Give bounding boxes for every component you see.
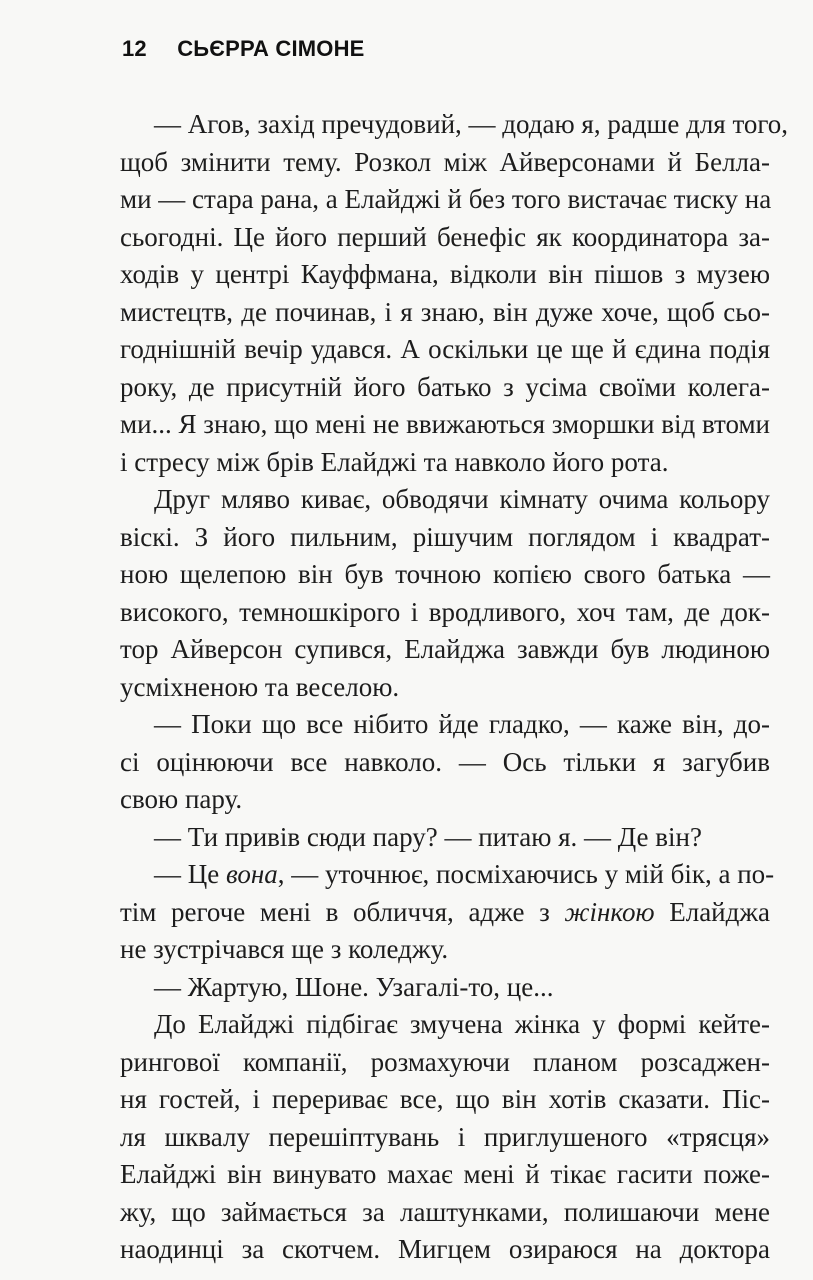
text-line: сі оцінюючи все навколо. — Ось тільки я загубив	[120, 746, 770, 777]
text-line: ною щелепою він був точною копією свого батька —	[120, 559, 770, 589]
paragraph	[120, 106, 789, 481]
running-head-author: СЬЄРРА СІМОНЕ	[177, 36, 365, 61]
text-line: Елайджі він винувато махає мені й тікає гасити поже-	[120, 1159, 770, 1189]
text-line: — Ти привів сюди пару? — питаю я. — Де він?	[154, 821, 702, 852]
body-text	[120, 106, 789, 1269]
text-line: — Агов, захід пречудовий, — додаю я, радше для того,	[154, 109, 789, 139]
text-line: — Це вона, — уточнює, посміхаючись у мій бік, а по-	[154, 859, 775, 889]
running-head	[122, 36, 365, 62]
text-line: — Жартую, Шоне. Узагалі-то, це...	[154, 971, 554, 1002]
text-line: року, де присутній його батько з усіма своїми колега-	[120, 371, 770, 402]
paragraph	[120, 969, 770, 1007]
text-line: не зустрічався ще з коледжу.	[120, 934, 449, 964]
text-line: ми — стара рана, а Елайджі й без того вистачає тиску на	[120, 184, 772, 214]
text-line: ходів у центрі Кауффмана, відколи він пішов з музею	[120, 259, 770, 289]
text-line: ми... Я знаю, що мені не ввижаються зморшки від втоми	[120, 409, 770, 439]
text-line: тор Айверсон супився, Елайджа завжди був людиною	[120, 634, 770, 664]
text-line: До Елайджі підбігає змучена жінка у формі кейте-	[154, 1009, 770, 1039]
text-line: високого, темношкірого і вродливого, хоч там, де док-	[120, 596, 770, 627]
text-line: мистецтв, де починав, і я знаю, він дуже хоче, щоб сьо-	[120, 296, 770, 327]
text-line: годнішній вечір удався. А оскільки це ще й єдина подія	[120, 334, 770, 364]
text-line: усміхненою та веселою.	[120, 671, 400, 702]
text-line: ля шквалу перешіптувань і приглушеного «трясця»	[120, 1121, 770, 1152]
paragraph	[120, 481, 770, 706]
text-line: сьогодні. Це його перший бенефіс як координатора за-	[120, 221, 770, 252]
text-line: щоб змінити тему. Розкол між Айверсонами й Белла-	[120, 146, 770, 177]
paragraph	[120, 856, 775, 969]
text-line: віскі. З його пильним, рішучим поглядом і квадрат-	[120, 521, 770, 552]
text-line: наодинці за скотчем. Мигцем озираюся на доктора	[120, 1234, 770, 1264]
text-line: жу, що займається за лаштунками, полишаючи мене	[120, 1196, 770, 1227]
text-line: тім регоче мені в обличчя, адже з жінкою Елайджа	[120, 896, 770, 927]
page-number: 12	[122, 36, 147, 61]
paragraph	[120, 1006, 770, 1269]
text-line: свою пару.	[120, 784, 243, 814]
text-line: ня гостей, і перериває все, що він хотів сказати. Піс-	[120, 1084, 770, 1114]
text-line: рингової компанії, розмахуючи планом розсаджен-	[120, 1046, 770, 1077]
paragraph	[120, 706, 770, 819]
text-line: — Поки що все нібито йде гладко, — каже він, до-	[154, 709, 770, 739]
text-line: Друг мляво киває, обводячи кімнату очима кольору	[154, 484, 770, 514]
text-line: і стресу між брів Елайджі та навколо його рота.	[120, 446, 669, 477]
paragraph	[120, 819, 770, 857]
